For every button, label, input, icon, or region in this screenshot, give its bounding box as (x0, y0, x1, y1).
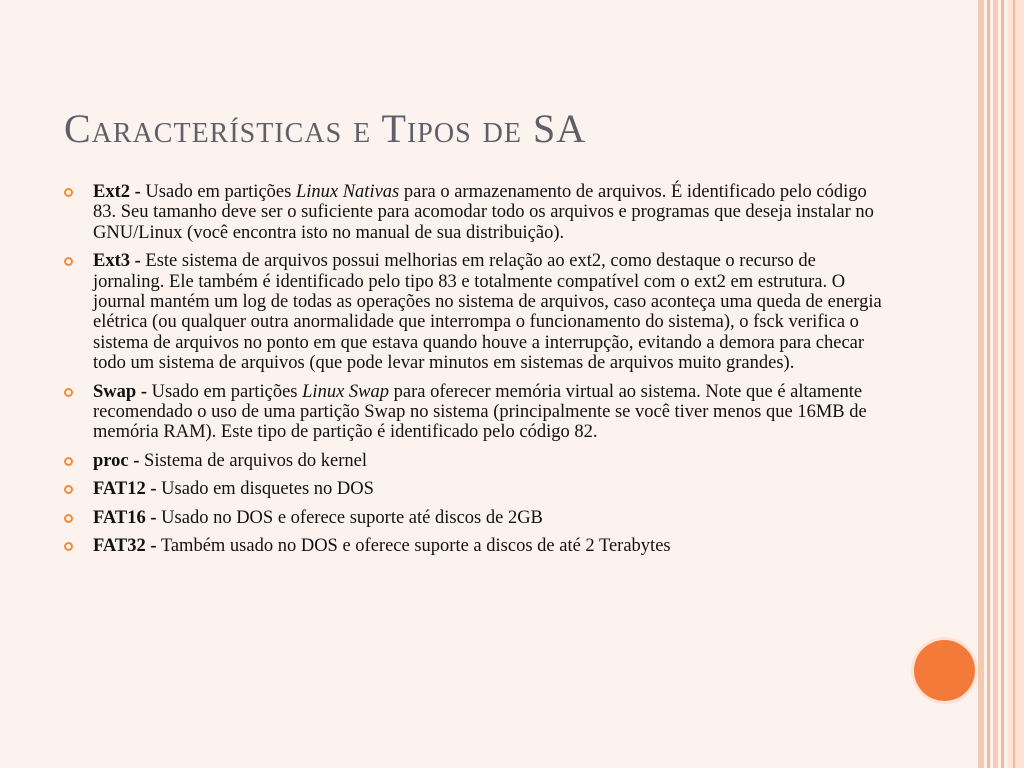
decorative-circle-icon (914, 640, 975, 701)
bullet-ring-icon (64, 514, 73, 523)
item-emphasis: Linux Swap (302, 381, 389, 402)
item-emphasis: Linux Nativas (295, 182, 400, 202)
list-item-ext2 (64, 182, 886, 243)
item-text: Usado em partições (146, 381, 303, 402)
decorative-stripe (1001, 0, 1004, 768)
item-text: Usado em partições (140, 182, 296, 202)
item-text: Este sistema de arquivos possui melhorias em relação ao ext2, como destaque o recurso de jornaling. Ele também é identificado pelo tipo 83 e totalmente compatível com o ext2 em estrutura. O journal mantém um log de todas as operações no sistema de arquivos, caso aconteça uma queda de energia elétrica (ou qualquer outra anormalidade que interrompa o funcionamento do sistema), o fsck verifica o sistema de arquivos no ponto em que estava quando houve a interrupção, evitando a demora para checar todo um sistema de arquivos (que pode levar minutos em sistemas de arquivos muito grandes). (93, 251, 882, 374)
item-term: Swap - (93, 381, 147, 402)
bullet-ring-icon (64, 542, 73, 551)
slide-title: Características e Tipos de SA (64, 106, 587, 151)
list-item-ext3 (64, 251, 886, 373)
decorative-stripe (978, 0, 984, 768)
item-text: Usado no DOS e oferece suporte até discos de 2GB (156, 507, 543, 528)
item-term: proc - (93, 450, 140, 471)
decorative-stripe (993, 0, 998, 768)
item-term: FAT32 - (93, 536, 157, 557)
list-item-fat12 (64, 479, 886, 499)
decorative-stripe (1013, 0, 1015, 768)
list-item-fat16 (64, 508, 886, 528)
list-item-proc (64, 451, 886, 471)
item-text: para oferecer memória virtual ao sistema. Note que é altamente recomendado o uso de uma partição Swap no sistema (principalmente se você tiver menos que 16MB de memória RAM). Este tipo de partição é identificado pelo código 82. (93, 381, 867, 443)
item-term: FAT16 - (93, 507, 157, 528)
bullet-ring-icon (64, 188, 73, 197)
decorative-stripe (1008, 0, 1024, 768)
item-term: Ext2 - (93, 182, 141, 202)
decorative-stripe (987, 0, 990, 768)
bullet-list (64, 182, 886, 565)
item-text: Usado em disquetes no DOS (156, 479, 374, 500)
bullet-ring-icon (64, 388, 73, 397)
item-term: FAT12 - (93, 479, 157, 500)
bullet-ring-icon (64, 457, 73, 466)
list-item-swap (64, 382, 886, 443)
item-text: para o armazenamento de arquivos. É identificado pelo código 83. Seu tamanho deve ser o suficiente para acomodar todo os arquivos e programas que deseja instalar no GNU/Linux (você encontra isto no manual de sua distribuição). (93, 182, 874, 243)
bullet-ring-icon (64, 485, 73, 494)
item-text: Também usado no DOS e oferece suporte a discos de até 2 Terabytes (156, 536, 671, 557)
item-text: Sistema de arquivos do kernel (139, 450, 368, 471)
item-term: Ext3 - (93, 251, 141, 272)
list-item-fat32 (64, 536, 886, 556)
bullet-ring-icon (64, 257, 73, 266)
